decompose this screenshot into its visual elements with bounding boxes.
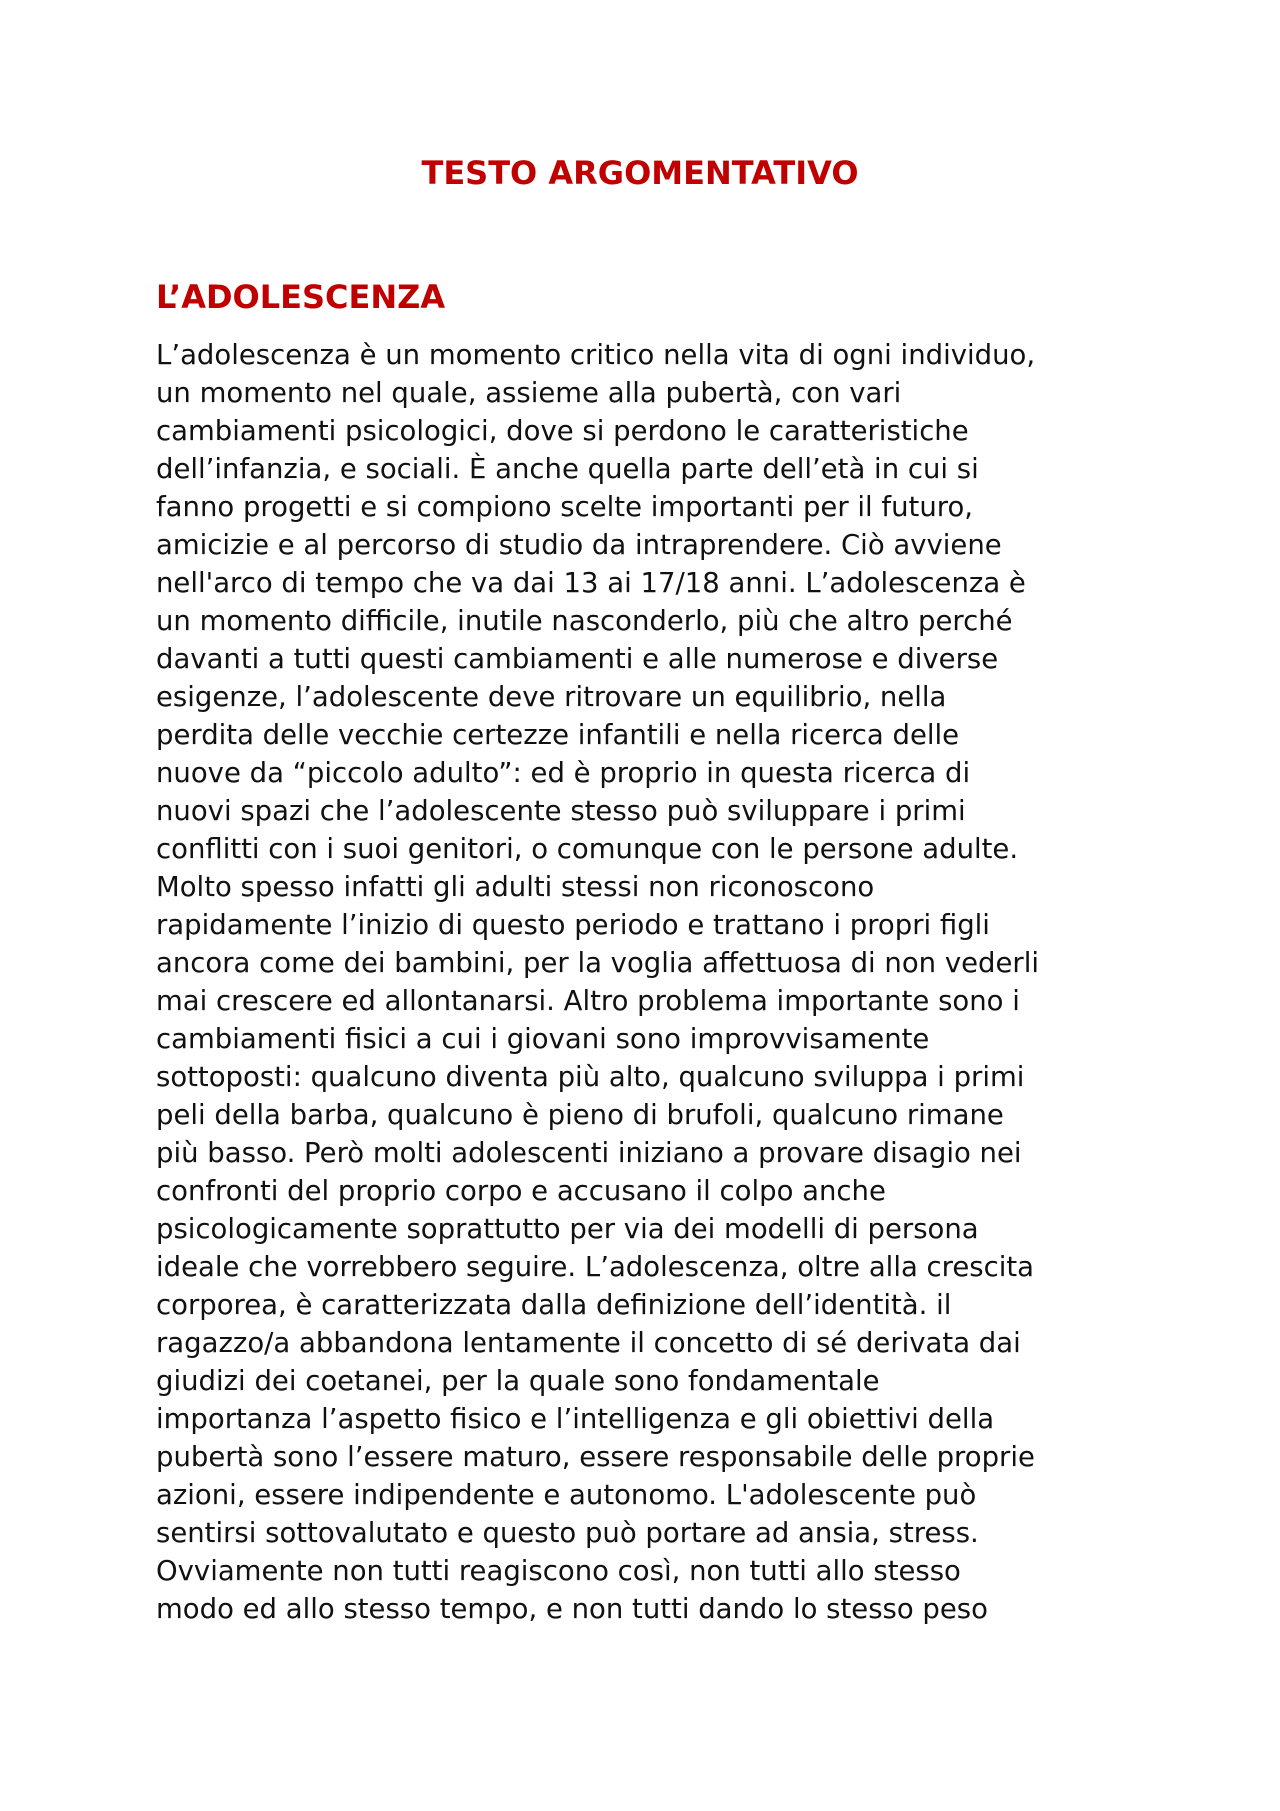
body-text-line: cambiamenti psicologici, dove si perdono le caratteristiche (156, 415, 969, 447)
body-text-line: perdita delle vecchie certezze infantili e nella ricerca delle (156, 719, 960, 751)
body-text-line: importanza l’aspetto fisico e l’intelligenza e gli obiettivi della (156, 1403, 995, 1435)
body-text-line: modo ed allo stesso tempo, e non tutti dando lo stesso peso (156, 1593, 988, 1625)
body-text-line: psicologicamente soprattutto per via dei modelli di persona (156, 1213, 979, 1245)
body-text-line: giudizi dei coetanei, per la quale sono fondamentale (156, 1365, 880, 1397)
body-paragraph (156, 336, 1156, 1628)
body-text-line: azioni, essere indipendente e autonomo. L'adolescente può (156, 1479, 977, 1511)
body-text-line: conflitti con i suoi genitori, o comunque con le persone adulte. (156, 833, 1019, 865)
body-text-line: un momento nel quale, assieme alla pubertà, con vari (156, 377, 902, 409)
body-text-line: rapidamente l’inizio di questo periodo e trattano i propri figli (156, 909, 990, 941)
body-text-line: ideale che vorrebbero seguire. L’adolescenza, oltre alla crescita (156, 1251, 1035, 1283)
body-text-line: nuovi spazi che l’adolescente stesso può sviluppare i primi (156, 795, 966, 827)
body-text-line: più basso. Però molti adolescenti iniziano a provare disagio nei (156, 1137, 1022, 1169)
body-text-line: dell’infanzia, e sociali. È anche quella parte dell’età in cui si (156, 453, 979, 485)
body-text-line: nell'arco di tempo che va dai 13 ai 17/18 anni. L’adolescenza è (156, 567, 1026, 599)
body-text-line: peli della barba, qualcuno è pieno di brufoli, qualcuno rimane (156, 1099, 1004, 1131)
body-text-line: Molto spesso infatti gli adulti stessi non riconoscono (156, 871, 875, 903)
body-text-line: esigenze, l’adolescente deve ritrovare un equilibrio, nella (156, 681, 947, 713)
section-heading: L’ADOLESCENZA (156, 278, 446, 316)
body-text-line: ragazzo/a abbandona lentamente il concetto di sé derivata dai (156, 1327, 1021, 1359)
body-text-line: mai crescere ed allontanarsi. Altro problema importante sono i (156, 985, 1020, 1017)
body-text-line: pubertà sono l’essere maturo, essere responsabile delle proprie (156, 1441, 1035, 1473)
body-text-line: sentirsi sottovalutato e questo può portare ad ansia, stress. (156, 1517, 979, 1549)
body-text-line: Ovviamente non tutti reagiscono così, non tutti allo stesso (156, 1555, 961, 1587)
body-text-line: fanno progetti e si compiono scelte importanti per il futuro, (156, 491, 974, 523)
body-text-line: confronti del proprio corpo e accusano il colpo anche (156, 1175, 886, 1207)
body-text-line: davanti a tutti questi cambiamenti e alle numerose e diverse (156, 643, 999, 675)
body-text-line: sottoposti: qualcuno diventa più alto, qualcuno sviluppa i primi (156, 1061, 1025, 1093)
body-text-line: amicizie e al percorso di studio da intraprendere. Ciò avviene (156, 529, 1002, 561)
document-title: TESTO ARGOMENTATIVO (421, 154, 859, 192)
body-text-line: un momento difficile, inutile nasconderlo, più che altro perché (156, 605, 1013, 637)
body-text-line: L’adolescenza è un momento critico nella vita di ogni individuo, (156, 339, 1036, 371)
body-text-line: nuove da “piccolo adulto”: ed è proprio in questa ricerca di (156, 757, 971, 789)
body-text-line: cambiamenti fisici a cui i giovani sono improvvisamente (156, 1023, 930, 1055)
body-text-line: corporea, è caratterizzata dalla definizione dell’identità. il (156, 1289, 952, 1321)
body-text-line: ancora come dei bambini, per la voglia affettuosa di non vederli (156, 947, 1039, 979)
